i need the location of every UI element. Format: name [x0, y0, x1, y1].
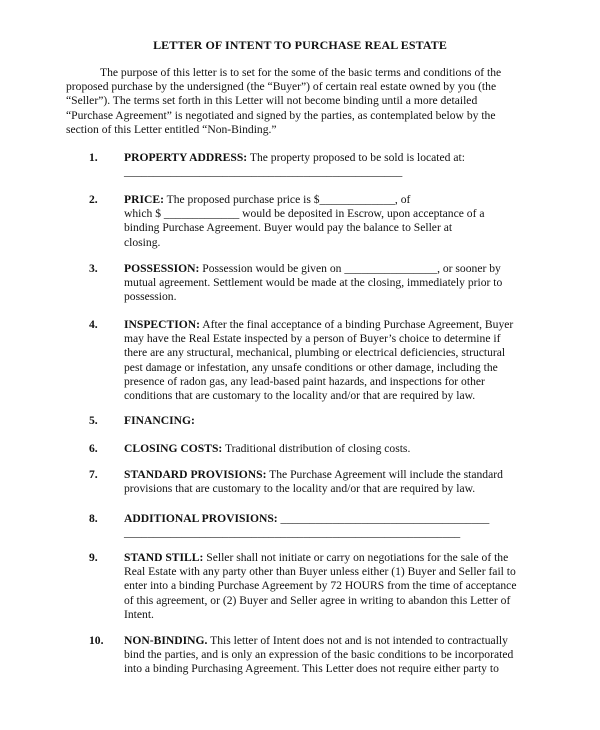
section-line	[124, 608, 538, 622]
section-heading: NON-BINDING.	[124, 634, 208, 647]
section-number: 3.	[89, 262, 98, 275]
section-line	[124, 634, 538, 648]
section-line	[124, 318, 538, 332]
section-line	[124, 262, 538, 276]
section-text: This letter of Intent does not and is not intended to contractually	[207, 634, 508, 647]
section-line	[124, 332, 538, 346]
section-heading: ADDITIONAL PROVISIONS:	[124, 512, 278, 525]
section-text: into a binding Purchasing Agreement. This Letter does not require either party to	[124, 662, 499, 676]
section-text: The proposed purchase price is $_____________, of	[163, 193, 411, 206]
section-line	[124, 165, 538, 179]
section-body	[124, 151, 538, 179]
section-body	[124, 512, 538, 540]
section-line	[124, 662, 538, 676]
section-body	[124, 468, 538, 496]
section-text: Possession would be given on ________________, or sooner by	[199, 262, 501, 275]
section-line	[124, 414, 538, 428]
section-number: 5.	[89, 414, 98, 427]
section-text: bind the parties, and is only an expression of the basic conditions to be incorporated	[124, 648, 514, 662]
section-text: conditions that are customary to the locality and/or that are required by law.	[124, 389, 476, 403]
section-line	[124, 389, 538, 403]
section-text: provisions that are customary to the locality and/or that are required by law.	[124, 482, 476, 496]
section-body	[124, 262, 538, 305]
section-text: enter into a binding Purchase Agreement by 72 HOURS from the time of acceptance	[124, 579, 517, 593]
intro-paragraph	[66, 66, 522, 137]
section-line	[124, 346, 538, 360]
section-text: presence of radon gas, any lead-based paint hazards, and inspections for other	[124, 374, 485, 388]
section-line	[124, 276, 538, 290]
section-text: mutual agreement. Settlement would be made at the closing, immediately prior to	[124, 276, 503, 290]
section-line	[124, 151, 538, 165]
section-line	[124, 375, 538, 389]
section-line	[124, 551, 538, 565]
section-line	[124, 468, 538, 482]
section-body	[124, 634, 538, 677]
section-number: 6.	[89, 442, 98, 455]
section-body	[124, 442, 538, 456]
section-text: ________________________________________________	[124, 165, 403, 179]
section-line	[124, 648, 538, 662]
section-body	[124, 551, 538, 622]
section-text: possession.	[124, 290, 177, 304]
section-number: 7.	[89, 468, 98, 481]
section-text: closing.	[124, 235, 161, 249]
section-number: 1.	[89, 151, 98, 164]
section-number: 4.	[89, 318, 98, 331]
section-line	[124, 594, 538, 608]
section-heading: POSSESSION:	[124, 262, 200, 275]
section-line	[124, 361, 538, 375]
section-line	[124, 526, 538, 540]
section-text: pest damage or infestation, any unsafe conditions or other damage, including the	[124, 360, 498, 374]
section-text: Seller shall not initiate or carry on negotiations for the sale of the	[203, 551, 509, 564]
section-body	[124, 193, 538, 250]
section-heading: PROPERTY ADDRESS:	[124, 151, 248, 164]
section-text: Intent.	[124, 607, 154, 621]
section-line	[124, 207, 538, 221]
section-text: After the final acceptance of a binding Purchase Agreement, Buyer	[200, 318, 514, 331]
section-line	[124, 442, 538, 456]
section-number: 2.	[89, 193, 98, 206]
section-text: may have the Real Estate inspected by a person of Buyer’s choice to determine if	[124, 332, 501, 346]
section-text: The property proposed to be sold is located at:	[247, 151, 465, 164]
section-text: which $ _____________ would be deposited in Escrow, upon acceptance of a	[124, 207, 485, 221]
section-text: __________________________________________________________	[124, 526, 461, 540]
section-heading: STAND STILL:	[124, 551, 204, 564]
section-text: of this agreement, or (2) Buyer and Seller agree in writing to abandon this Letter of	[124, 593, 511, 607]
section-line	[124, 579, 538, 593]
section-heading: PRICE:	[124, 193, 164, 206]
intro-text: The purpose of this letter is to set for the some of the basic terms and conditions of the proposed purchase by the undersigned (the “Buyer”) of certain real estate owned by you (the “Seller”). The terms set forth in this Letter will not become binding until a more detailed “Purchase Agreement” is negotiated and signed by the parties, as contemplated below by the section of this Letter entitled “Non-Binding.”	[66, 66, 502, 136]
section-line	[124, 236, 538, 250]
section-text: binding Purchase Agreement. Buyer would pay the balance to Seller at	[124, 221, 453, 235]
section-heading: INSPECTION:	[124, 318, 201, 331]
section-text: there are any structural, mechanical, plumbing or electrical deficiencies, structural	[124, 346, 506, 360]
section-line	[124, 512, 538, 526]
section-body	[124, 414, 538, 428]
section-line	[124, 193, 538, 207]
section-line	[124, 290, 538, 304]
section-heading: FINANCING:	[124, 414, 195, 427]
section-heading: STANDARD PROVISIONS:	[124, 468, 267, 481]
section-text: The Purchase Agreement will include the standard	[266, 468, 503, 481]
section-line	[124, 565, 538, 579]
section-heading: CLOSING COSTS:	[124, 442, 223, 455]
section-text: ____________________________________	[277, 512, 490, 525]
section-number: 10.	[89, 634, 104, 647]
section-number: 9.	[89, 551, 98, 564]
section-number: 8.	[89, 512, 98, 525]
section-line	[124, 221, 538, 235]
section-text: Real Estate with any party other than Buyer unless either (1) Buyer and Seller fail to	[124, 565, 516, 579]
document-title: LETTER OF INTENT TO PURCHASE REAL ESTATE	[153, 38, 447, 52]
section-body	[124, 318, 538, 403]
section-line	[124, 482, 538, 496]
section-text: Traditional distribution of closing costs.	[222, 442, 411, 455]
